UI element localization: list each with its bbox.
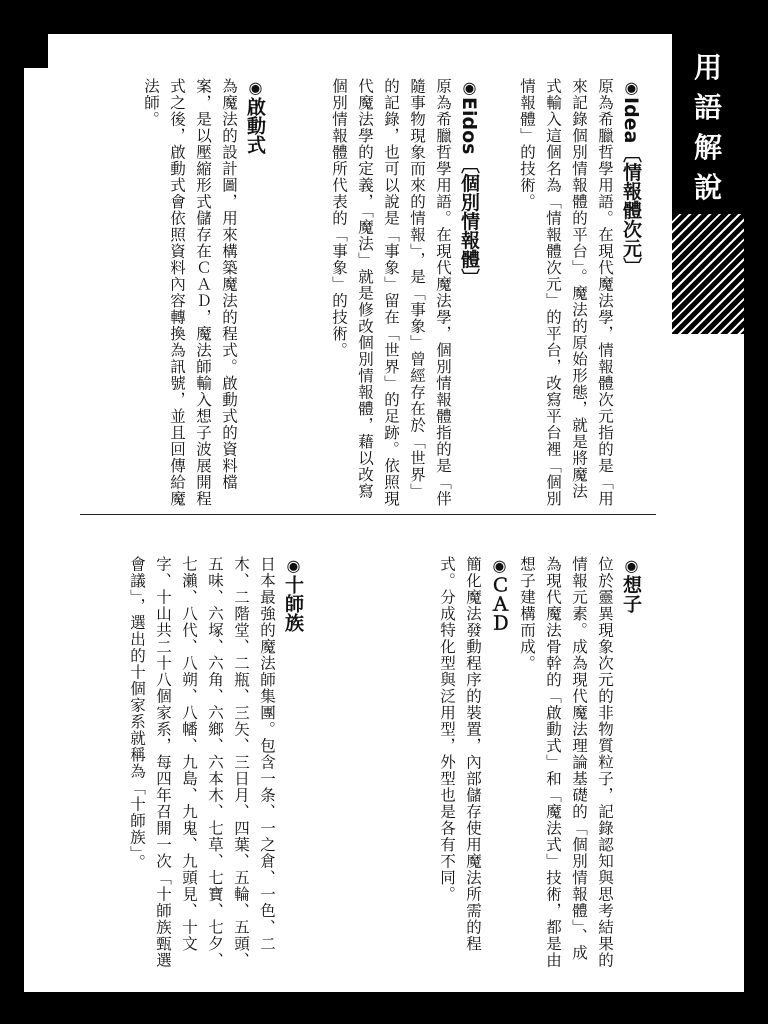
- bullet-icon: ◉: [246, 78, 265, 97]
- entry-psion: [518, 556, 644, 976]
- bullet-icon: ◉: [490, 556, 509, 575]
- entry-title: [486, 556, 512, 970]
- entry-body: 為魔法的設計圖，用來構築魔法的程式。啟動式的資料檔案，是以壓縮形式儲存在ＣＡＤ，魔法師輸入想子波展開程式之後，啟動式會依照資料內容轉換為訊號，並且回傳給魔法師。: [142, 78, 238, 507]
- entry-title-text: ＣＡＤ: [488, 575, 510, 632]
- entry-title: [618, 78, 644, 502]
- entry-title: [242, 78, 268, 502]
- title-char-1: 用: [693, 51, 722, 84]
- entry-body: 原為希臘哲學用語。在現代魔法學，個別情報體指的是「伴隨事物現象而來的情報」，是「事象」曾經存在於「世界」的記錄，也可以說是「事象」留在「世界」的足跡。依照現代魔法學的定義，「魔法」就是修改個別情報體，藉以改寫個別情報體所代表的「事象」的技術。: [330, 78, 452, 507]
- entry-title-text: 想子: [620, 575, 642, 613]
- bullet-icon: ◉: [284, 556, 303, 575]
- entry-cad: [428, 556, 512, 976]
- title-char-3: 解: [693, 131, 722, 164]
- decorative-hatch: [672, 214, 744, 334]
- glossary-title-band: [672, 34, 744, 334]
- page: [24, 34, 744, 992]
- entry-body: 原為希臘哲學用語。在現代魔法學，情報體次元指的是「用來記錄個別情報體的平台」。魔法的原始形態，就是將魔法式輸入這個名為「情報體次元」的平台，改寫平台裡「個別情報體」的技術。: [518, 78, 614, 507]
- bullet-icon: ◉: [622, 78, 641, 97]
- entry-body: 簡化魔法發動程序的裝置，內部儲存使用魔法所需的程式。分成特化型與泛用型，外型也是各有不同。: [438, 556, 482, 952]
- title-char-4: 說: [693, 171, 722, 204]
- entry-title: [456, 78, 482, 502]
- bullet-icon: ◉: [622, 556, 641, 575]
- entry-title: [280, 556, 306, 970]
- bullet-icon: ◉: [460, 78, 479, 97]
- entry-ten-master-clans: [128, 556, 306, 976]
- entry-activation-sequence: [142, 78, 268, 508]
- entry-title-text: Idea〔情報體次元〕: [620, 97, 642, 277]
- entry-body: 位於靈異現象次元的非物質粒子，記錄認知與思考結果的情報元素。成為現代魔法理論基礎的「個別情報體」、成為現代魔法骨幹的「啟動式」和「魔法式」技術，都是由想子建構而成。: [518, 556, 614, 969]
- title-char-2: 語: [693, 91, 722, 124]
- entry-title-text: 十師族: [282, 575, 304, 632]
- entry-title: [618, 556, 644, 970]
- entry-eidos: [330, 78, 482, 508]
- entry-title-text: Eidos〔個別情報體〕: [458, 97, 480, 288]
- entry-body: 日本最強的魔法師集團。包含一条、一之倉、一色、二木、二階堂、二瓶、三矢、三日月、四葉、五輪、五頭、五味、六塚、六角、六鄉、六本木、七草、七寶、七夕、七瀨、八代、八朔、八幡、九島、九鬼、九頭見、十文字、十山共二十八個家系，每四年召開一次「十師族甄選會議」，選出的十個家系就稱為「十師族」。: [128, 556, 276, 969]
- entry-idea: [518, 78, 644, 508]
- entry-title-text: 啟動式: [244, 97, 266, 154]
- page-corner-notch: [24, 34, 48, 68]
- section-divider: [80, 514, 656, 515]
